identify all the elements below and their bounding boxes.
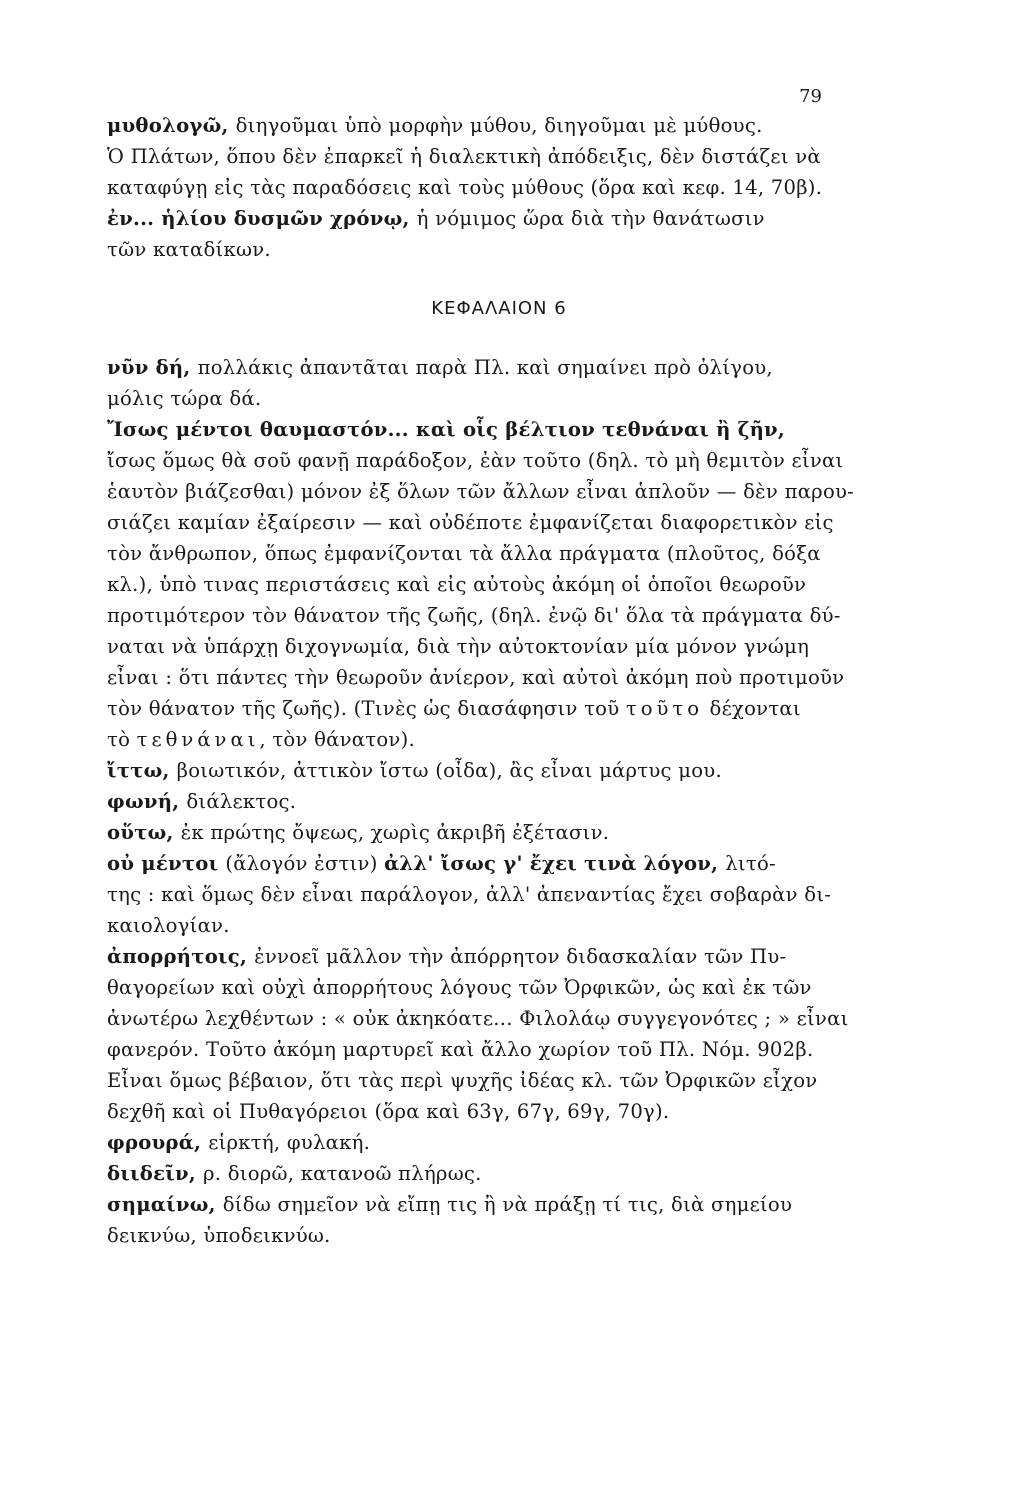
text-line — [107, 203, 891, 234]
text-segment: τεθνάναι — [136, 728, 260, 751]
text-line — [107, 910, 891, 941]
lemma-term: φρουρά, — [107, 1131, 209, 1154]
text-segment: μόλις τώρα δά. — [107, 387, 262, 410]
text-line — [107, 1220, 891, 1251]
text-line — [107, 600, 891, 631]
text-segment: ἐκ πρώτης ὄψεως, χωρὶς ἀκριβῆ ἐξέτασιν. — [180, 821, 610, 844]
text-line — [107, 817, 891, 848]
text-line — [107, 972, 891, 1003]
text-segment: ἑαυτὸν βιάζεσθαι) μόνον ἐξ ὅλων τῶν ἄλλων εἶναι ἁπλοῦν — δὲν παρου- — [107, 480, 855, 503]
text-line — [107, 445, 891, 476]
page-text — [107, 110, 891, 1251]
lemma-term: διιδεῖν, — [107, 1162, 203, 1185]
text-segment: δέχονται — [703, 697, 801, 720]
text-line — [107, 538, 891, 569]
lemma-term: Ἴσως μέντοι θαυμαστόν... καὶ οἷς βέλτιον τεθνάναι ἢ ζῆν, — [107, 418, 785, 441]
text-line — [107, 141, 891, 172]
text-line — [107, 693, 891, 724]
lines-before-chapter — [107, 110, 891, 265]
text-segment: (ἄλογόν ἐστιν) — [225, 852, 385, 875]
text-segment: ἐννοεῖ μᾶλλον τὴν ἀπόρρητον διδασκαλίαν τῶν Πυ- — [254, 945, 787, 968]
text-line — [107, 879, 891, 910]
text-segment: Ὁ Πλάτων, ὅπου δὲν ἐπαρκεῖ ἡ διαλεκτικὴ ἀπόδειξις, δὲν διστάζει νὰ — [107, 145, 821, 168]
text-segment: πολλάκις ἀπαντᾶται παρὰ Πλ. καὶ σημαίνει πρὸ ὀλίγου, — [197, 356, 773, 379]
text-segment: λιτό- — [725, 852, 776, 875]
text-segment: τὸ — [107, 728, 137, 751]
text-line — [107, 1034, 891, 1065]
text-line — [107, 569, 891, 600]
lemma-term: ἀλλ' ἴσως γ' ἔχει τινὰ λόγον, — [384, 852, 726, 875]
lemma-term: ἀπορρήτοις, — [107, 945, 255, 968]
text-segment: Εἶναι ὅμως βέβαιον, ὅτι τὰς περὶ ψυχῆς ἰδέας κλ. τῶν Ὀρφικῶν εἶχον — [107, 1069, 818, 1092]
text-segment: εἱρκτή, φυλακή. — [208, 1131, 371, 1154]
text-segment: διάλεκτος. — [186, 790, 297, 813]
text-segment: καιολογίαν. — [107, 914, 230, 937]
text-line — [107, 1127, 891, 1158]
text-segment: βοιωτικόν, ἀττικὸν ἴστω (οἶδα), ἂς εἶναι μάρτυς μου. — [176, 759, 722, 782]
text-segment: ρ. διορῶ, κατανοῶ πλήρως. — [202, 1162, 482, 1185]
text-segment: ἡ νόμιμος ὥρα διὰ τὴν θανάτωσιν — [416, 207, 765, 230]
lemma-term: οὐ μέντοι — [107, 852, 226, 875]
lemma-term: νῦν δή, — [107, 356, 198, 379]
text-segment: καταφύγῃ εἰς τὰς παραδόσεις καὶ τοὺς μύθους (ὅρα καὶ κεφ. 14, 70β). — [107, 176, 823, 199]
text-line — [107, 724, 891, 755]
text-line — [107, 662, 891, 693]
text-segment: ἀνωτέρω λεχθέντων : « οὐκ ἀκηκόατε... Φιλολάῳ συγγεγονότες ; » εἶναι — [107, 1007, 849, 1030]
text-segment: τὸν ἄνθρωπον, ὅπως ἐμφανίζονται τὰ ἄλλα πράγματα (πλοῦτος, δόξα — [107, 542, 821, 565]
text-segment: σιάζει καμίαν ἐξαίρεσιν — καὶ οὐδέποτε ἐμφανίζεται διαφορετικὸν εἰς — [107, 511, 834, 534]
text-segment: δίδω σημεῖον νὰ εἴπῃ τις ἢ νὰ πράξῃ τί τις, διὰ σημείου — [222, 1193, 793, 1216]
text-line — [107, 476, 891, 507]
text-line — [107, 631, 891, 662]
text-segment: εἶναι : ὅτι πάντες τὴν θεωροῦν ἀνίερον, καὶ αὐτοὶ ἀκόμη ποὺ προτιμοῦν — [107, 666, 845, 689]
text-line — [107, 786, 891, 817]
text-line — [107, 383, 891, 414]
lemma-term: οὕτω, — [107, 821, 181, 844]
text-segment: θαγορείων καὶ οὐχὶ ἀπορρήτους λόγους τῶν Ὀρφικῶν, ὡς καὶ ἐκ τῶν — [107, 976, 812, 999]
text-line — [107, 755, 891, 786]
text-line — [107, 941, 891, 972]
text-line — [107, 172, 891, 203]
text-segment: φανερόν. Τοῦτο ἀκόμη μαρτυρεῖ καὶ ἄλλο χωρίον τοῦ Πλ. Νόμ. 902β. — [107, 1038, 814, 1061]
text-line — [107, 507, 891, 538]
text-line — [107, 1065, 891, 1096]
text-line — [107, 1096, 891, 1127]
text-line — [107, 848, 891, 879]
text-segment: της : καὶ ὅμως δὲν εἶναι παράλογον, ἀλλ' ἀπεναντίας ἔχει σοβαρὰν δι- — [107, 883, 832, 906]
lemma-term: ἴττω, — [107, 759, 177, 782]
chapter-heading: ΚΕΦΑΛΑΙΟΝ 6 — [431, 298, 567, 319]
text-segment: τὸν θάνατον τῆς ζωῆς). (Τινὲς ὡς διασάφησιν τοῦ — [107, 697, 626, 720]
text-line — [107, 1003, 891, 1034]
text-line — [107, 352, 891, 383]
text-segment: δεχθῆ καὶ οἱ Πυθαγόρειοι (ὅρα καὶ 63γ, 67γ, 69γ, 70γ). — [107, 1100, 670, 1123]
lemma-term: ἐν... ἡλίου δυσμῶν χρόνῳ, — [107, 207, 417, 230]
text-segment: τοῦτο — [625, 697, 704, 720]
lines-after-chapter — [107, 352, 891, 1251]
text-segment: προτιμότερον τὸν θάνατον τῆς ζωῆς, (δηλ. ἐνῷ δι' ὅλα τὰ πράγματα δύ- — [107, 604, 841, 627]
lemma-term: μυθολογῶ, — [107, 114, 236, 137]
text-segment: ναται νὰ ὑπάρχῃ διχογνωμία, διὰ τὴν αὐτοκτονίαν μία μόνον γνώμη — [107, 635, 810, 658]
text-line — [107, 234, 891, 265]
text-line — [107, 414, 891, 445]
page-number: 79 — [799, 86, 822, 107]
lemma-term: φωνή, — [107, 790, 187, 813]
text-line — [107, 1189, 891, 1220]
text-segment: ἴσως ὅμως θὰ σοῦ φανῇ παράδοξον, ἐὰν τοῦτο (δηλ. τὸ μὴ θεμιτὸν εἶναι — [107, 449, 844, 472]
text-line — [107, 1158, 891, 1189]
text-segment: τῶν καταδίκων. — [107, 238, 271, 261]
text-segment: κλ.), ὑπὸ τινας περιστάσεις καὶ εἰς αὐτοὺς ἀκόμη οἱ ὁποῖοι θεωροῦν — [107, 573, 807, 596]
text-segment: διηγοῦμαι ὑπὸ μορφὴν μύθου, διηγοῦμαι μὲ μύθους. — [235, 114, 763, 137]
text-line — [107, 110, 891, 141]
text-segment: , τὸν θάνατον). — [259, 728, 415, 751]
lemma-term: σημαίνω, — [107, 1193, 223, 1216]
text-segment: δεικνύω, ὑποδεικνύω. — [107, 1224, 331, 1247]
